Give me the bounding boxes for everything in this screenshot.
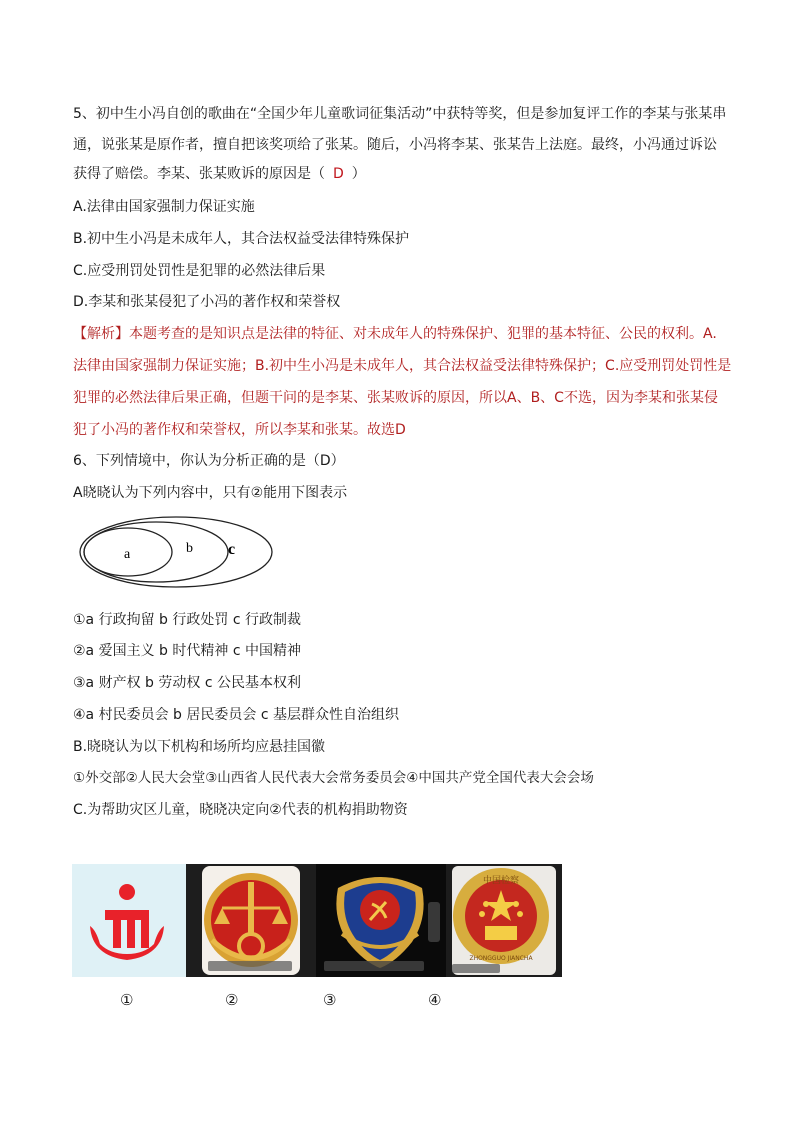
venn-circle-c: [80, 517, 272, 587]
q5-option-b: B.初中生小冯是未成年人，其合法权益受法律特殊保护: [73, 231, 410, 247]
q5-stem-line-1: 5、初中生小冯自创的歌曲在“全国少年儿童歌词征集活动”中获特等奖，但是参加复评工作的李某与张某串: [73, 106, 727, 122]
q5-analysis-line-1: [73, 324, 717, 344]
q6-stem: 6、下列情境中，你认为分析正确的是（D）: [73, 453, 345, 469]
q5-stem-suffix: ）: [351, 166, 366, 182]
q5-option-d: D.李某和张某侵犯了小冯的著作权和荣誉权: [73, 294, 341, 310]
q5-option-c: C.应受刑罚处罚性是犯罪的必然法律后果: [73, 263, 326, 279]
emblem-3-public-security: [316, 864, 446, 977]
emblem-4-ring-text: ZHONGGUO JIANCHA: [469, 955, 533, 962]
venn-diagram: [76, 514, 276, 590]
q6-a-item-3: ③a 财产权 b 劳动权 c 公民基本权利: [73, 675, 301, 691]
q5-stem-line-2: 通，说张某是原作者，擅自把该奖项给了张某。随后，小冯将李某、张某告上法庭。最终，小冯通过诉讼: [73, 137, 717, 153]
analysis-tag: 【解析】: [73, 326, 129, 342]
venn-label-a: a: [124, 547, 131, 562]
q5-analysis-line-3: 犯罪的必然法律后果正确，但题干问的是李某、张某败诉的原因，所以A、B、C不选，因为李某和张某侵: [73, 390, 718, 406]
emblem-image-strip: [72, 864, 562, 977]
venn-label-c: c: [228, 541, 236, 558]
emblem-1-civil-affairs: [72, 864, 186, 977]
q6-option-b-intro: B.晓晓认为以下机构和场所均应悬挂国徽: [73, 739, 326, 755]
q6-a-item-2: ②a 爱国主义 b 时代精神 c 中国精神: [73, 643, 301, 659]
q6-option-c-intro: C.为帮助灾区儿童，晓晓决定向②代表的机构捐助物资: [73, 802, 408, 818]
q6-b-items: ①外交部②人民大会堂③山西省人民代表大会常务委员会④中国共产党全国代表大会会场: [73, 770, 594, 786]
emblem-2-court: [186, 864, 316, 977]
analysis-text-1: 本题考查的是知识点是法律的特征、对未成年人的特殊保护、犯罪的基本特征、公民的权利。A.: [129, 326, 717, 342]
q5-option-a: A.法律由国家强制力保证实施: [73, 199, 255, 215]
q5-answer: D: [333, 166, 344, 182]
q5-analysis-line-2: 法律由国家强制力保证实施；B.初中生小冯是未成年人，其合法权益受法律特殊保护；C.应受刑罚处罚性是: [73, 358, 732, 374]
caption-2: ②: [225, 991, 239, 1009]
q6-a-item-1: ①a 行政拘留 b 行政处罚 c 行政制裁: [73, 612, 301, 628]
emblem-4-procuratorate: [446, 864, 562, 977]
q6-a-item-4: ④a 村民委员会 b 居民委员会 c 基层群众性自治组织: [73, 707, 399, 723]
q5-stem-line-3: [73, 164, 366, 184]
q5-analysis-line-4: 犯了小冯的著作权和荣誉权，所以李某和张某。故选D: [73, 422, 406, 438]
caption-1: ①: [120, 991, 134, 1009]
venn-label-b: b: [186, 541, 193, 556]
caption-3: ③: [323, 991, 337, 1009]
emblem-4-top-text: 中国检察: [482, 876, 520, 886]
q6-option-a-intro: A晓晓认为下列内容中，只有②能用下图表示: [73, 485, 348, 501]
caption-4: ④: [428, 991, 442, 1009]
q5-stem-prefix: 获得了赔偿。李某、张某败诉的原因是（: [73, 166, 325, 182]
